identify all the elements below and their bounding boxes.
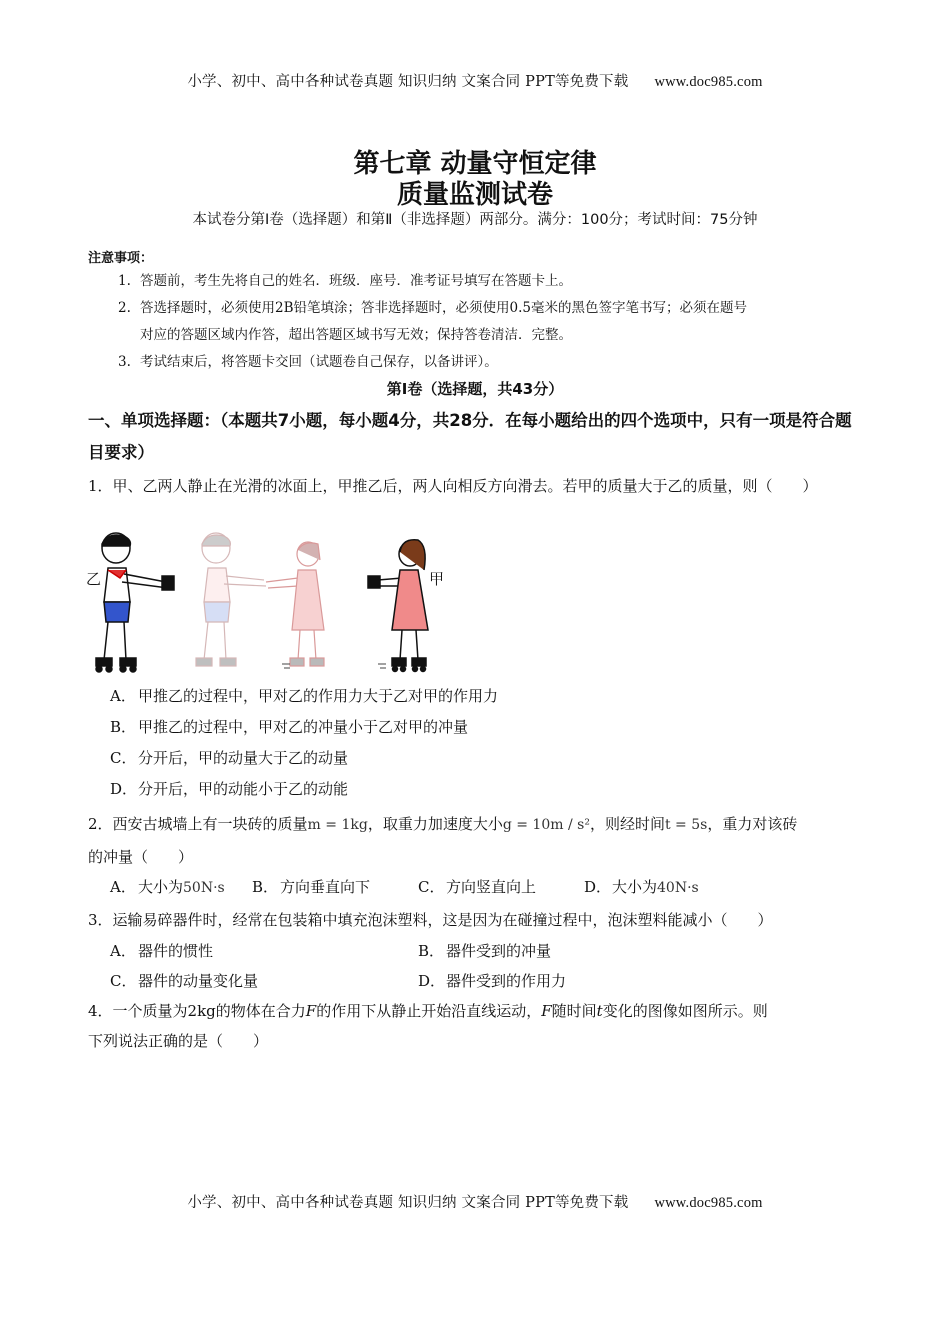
- option-label: A．: [110, 878, 136, 896]
- question-1-option-a[interactable]: [110, 682, 498, 710]
- option-text: 大小为: [612, 878, 658, 896]
- option-text: 器件受到的冲量: [446, 942, 552, 960]
- option-text: 甲推乙的过程中，甲对乙的冲量小于乙对甲的冲量: [138, 718, 469, 736]
- question-1-option-d[interactable]: [110, 775, 348, 803]
- option-text: 器件的动量变化量: [138, 972, 259, 990]
- option-label: C．: [110, 972, 137, 990]
- figure-label-yi: 乙: [86, 570, 102, 588]
- note-item: [118, 268, 878, 295]
- question-3-option-b[interactable]: [418, 937, 551, 965]
- chapter-title: 第七章 动量守恒定律: [353, 149, 597, 179]
- option-label: B．: [110, 718, 137, 736]
- question-3-stem: 3．运输易碎器件时，经常在包装箱中填充泡沫塑料，这是因为在碰撞过程中，泡沫塑料能减小（ ）: [88, 911, 773, 929]
- skaters-illustration: [86, 530, 456, 680]
- question-3-option-a[interactable]: [110, 937, 213, 965]
- question-1-option-b[interactable]: [110, 713, 468, 741]
- option-text: 器件受到的作用力: [446, 972, 567, 990]
- option-label: D．: [110, 780, 138, 798]
- time-symbol: t: [596, 1002, 603, 1020]
- option-text: 方向竖直向上: [446, 878, 537, 896]
- question-4-stem-continued: 下列说法正确的是（ ）: [88, 1032, 269, 1050]
- option-label: A．: [110, 942, 136, 960]
- part-heading: 一、单项选择题：（本题共7小题，每小题4分，共28分．在每小题给出的四个选项中，只有一项是符合题目要求）: [88, 411, 852, 462]
- question-2-text: ，重力对该砖: [707, 815, 798, 833]
- page-header: [0, 70, 950, 91]
- time-value: t = 5s: [664, 817, 708, 833]
- question-4-stem: [88, 996, 868, 1026]
- note-text: 考试结束后，将答题卡交回（试题卷自己保存，以备讲评）。: [140, 354, 498, 370]
- question-2-option-d[interactable]: [584, 873, 699, 902]
- boy-skater-solid: [96, 533, 174, 672]
- boy-skater-ghost: [196, 533, 266, 666]
- question-2-text: ，则经时间: [589, 815, 665, 833]
- question-2-option-b[interactable]: [252, 873, 370, 901]
- exam-info: 本试卷分第Ⅰ卷（选择题）和第Ⅱ（非选择题）两部分。满分：100分；考试时间：75分钟: [192, 212, 758, 228]
- option-math: 40N·s: [657, 880, 699, 896]
- note-item-continued: [118, 322, 878, 349]
- note-item: [118, 349, 878, 376]
- option-text: 分开后，甲的动能小于乙的动能: [138, 780, 349, 798]
- question-1-option-c[interactable]: [110, 744, 348, 772]
- question-4-text: 的作用下从静止开始沿直线运动，: [316, 1002, 542, 1020]
- question-2-text: ，取重力加速度大小: [367, 815, 503, 833]
- question-2-text: 2．西安古城墙上有一块砖的质量: [88, 815, 308, 833]
- question-2-option-a[interactable]: [110, 873, 225, 902]
- option-label: B．: [252, 878, 279, 896]
- option-label: B．: [418, 942, 445, 960]
- option-label: C．: [418, 878, 445, 896]
- question-4-text: 随时间: [551, 1002, 597, 1020]
- option-math: 50N·s: [183, 880, 225, 896]
- question-2-option-c[interactable]: [418, 873, 536, 901]
- force-symbol: F: [305, 1002, 317, 1020]
- question-2-stem-continued: 的冲量（ ）: [88, 848, 194, 866]
- option-text: 器件的惯性: [138, 942, 214, 960]
- note-item: [118, 295, 878, 322]
- footer-site[interactable]: www.doc985.com: [654, 1195, 763, 1211]
- option-label: D．: [418, 972, 446, 990]
- girl-skater-solid: [368, 540, 428, 672]
- option-text: 大小为: [138, 878, 184, 896]
- section-heading: 第Ⅰ卷（选择题，共43分）: [386, 380, 564, 398]
- option-text: 方向垂直向下: [280, 878, 371, 896]
- note-text: 对应的答题区域内作答，超出答题区域书写无效；保持答卷清洁．完整。: [140, 327, 572, 343]
- page-footer: [0, 1191, 950, 1212]
- question-4-text: 变化的图像如图所示。则: [602, 1002, 768, 1020]
- force-symbol: F: [541, 1002, 552, 1020]
- header-text: 小学、初中、高中各种试卷真题 知识归纳 文案合同 PPT等免费下载: [187, 74, 629, 90]
- question-1-stem: 1．甲、乙两人静止在光滑的冰面上，甲推乙后，两人向相反方向滑去。若甲的质量大于乙的质量，则（ ）: [88, 477, 818, 495]
- notes-heading: 注意事项：: [88, 251, 154, 266]
- skaters-figure: [86, 530, 456, 680]
- figure-label-jia: 甲: [429, 570, 445, 588]
- girl-skater-ghost: [266, 542, 324, 666]
- question-4-text: 4．一个质量为2kg的物体在合力: [88, 1002, 306, 1020]
- gravity-value: g = 10m / s²: [502, 817, 590, 833]
- exam-title: 质量监测试卷: [396, 180, 553, 210]
- footer-text: 小学、初中、高中各种试卷真题 知识归纳 文案合同 PPT等免费下载: [187, 1195, 629, 1211]
- note-text: 答选择题时，必须使用2B铅笔填涂；答非选择题时，必须使用0.5毫米的黑色签字笔书写；必须在题号: [140, 300, 747, 316]
- question-2-stem: [88, 809, 868, 840]
- option-text: 分开后，甲的动量大于乙的动量: [138, 749, 349, 767]
- header-site[interactable]: www.doc985.com: [654, 74, 763, 90]
- option-label: C．: [110, 749, 137, 767]
- note-number: 2.: [118, 300, 131, 316]
- question-3-option-c[interactable]: [110, 967, 258, 995]
- option-label: A．: [110, 687, 136, 705]
- question-3-option-d[interactable]: [418, 967, 566, 995]
- note-text: 答题前，考生先将自己的姓名．班级．座号．准考证号填写在答题卡上。: [140, 273, 572, 289]
- option-label: D．: [584, 878, 612, 896]
- option-text: 甲推乙的过程中，甲对乙的作用力大于乙对甲的作用力: [138, 687, 499, 705]
- note-number: 1.: [118, 273, 131, 289]
- mass-value: m = 1kg: [307, 817, 368, 833]
- note-number: 3.: [118, 354, 131, 370]
